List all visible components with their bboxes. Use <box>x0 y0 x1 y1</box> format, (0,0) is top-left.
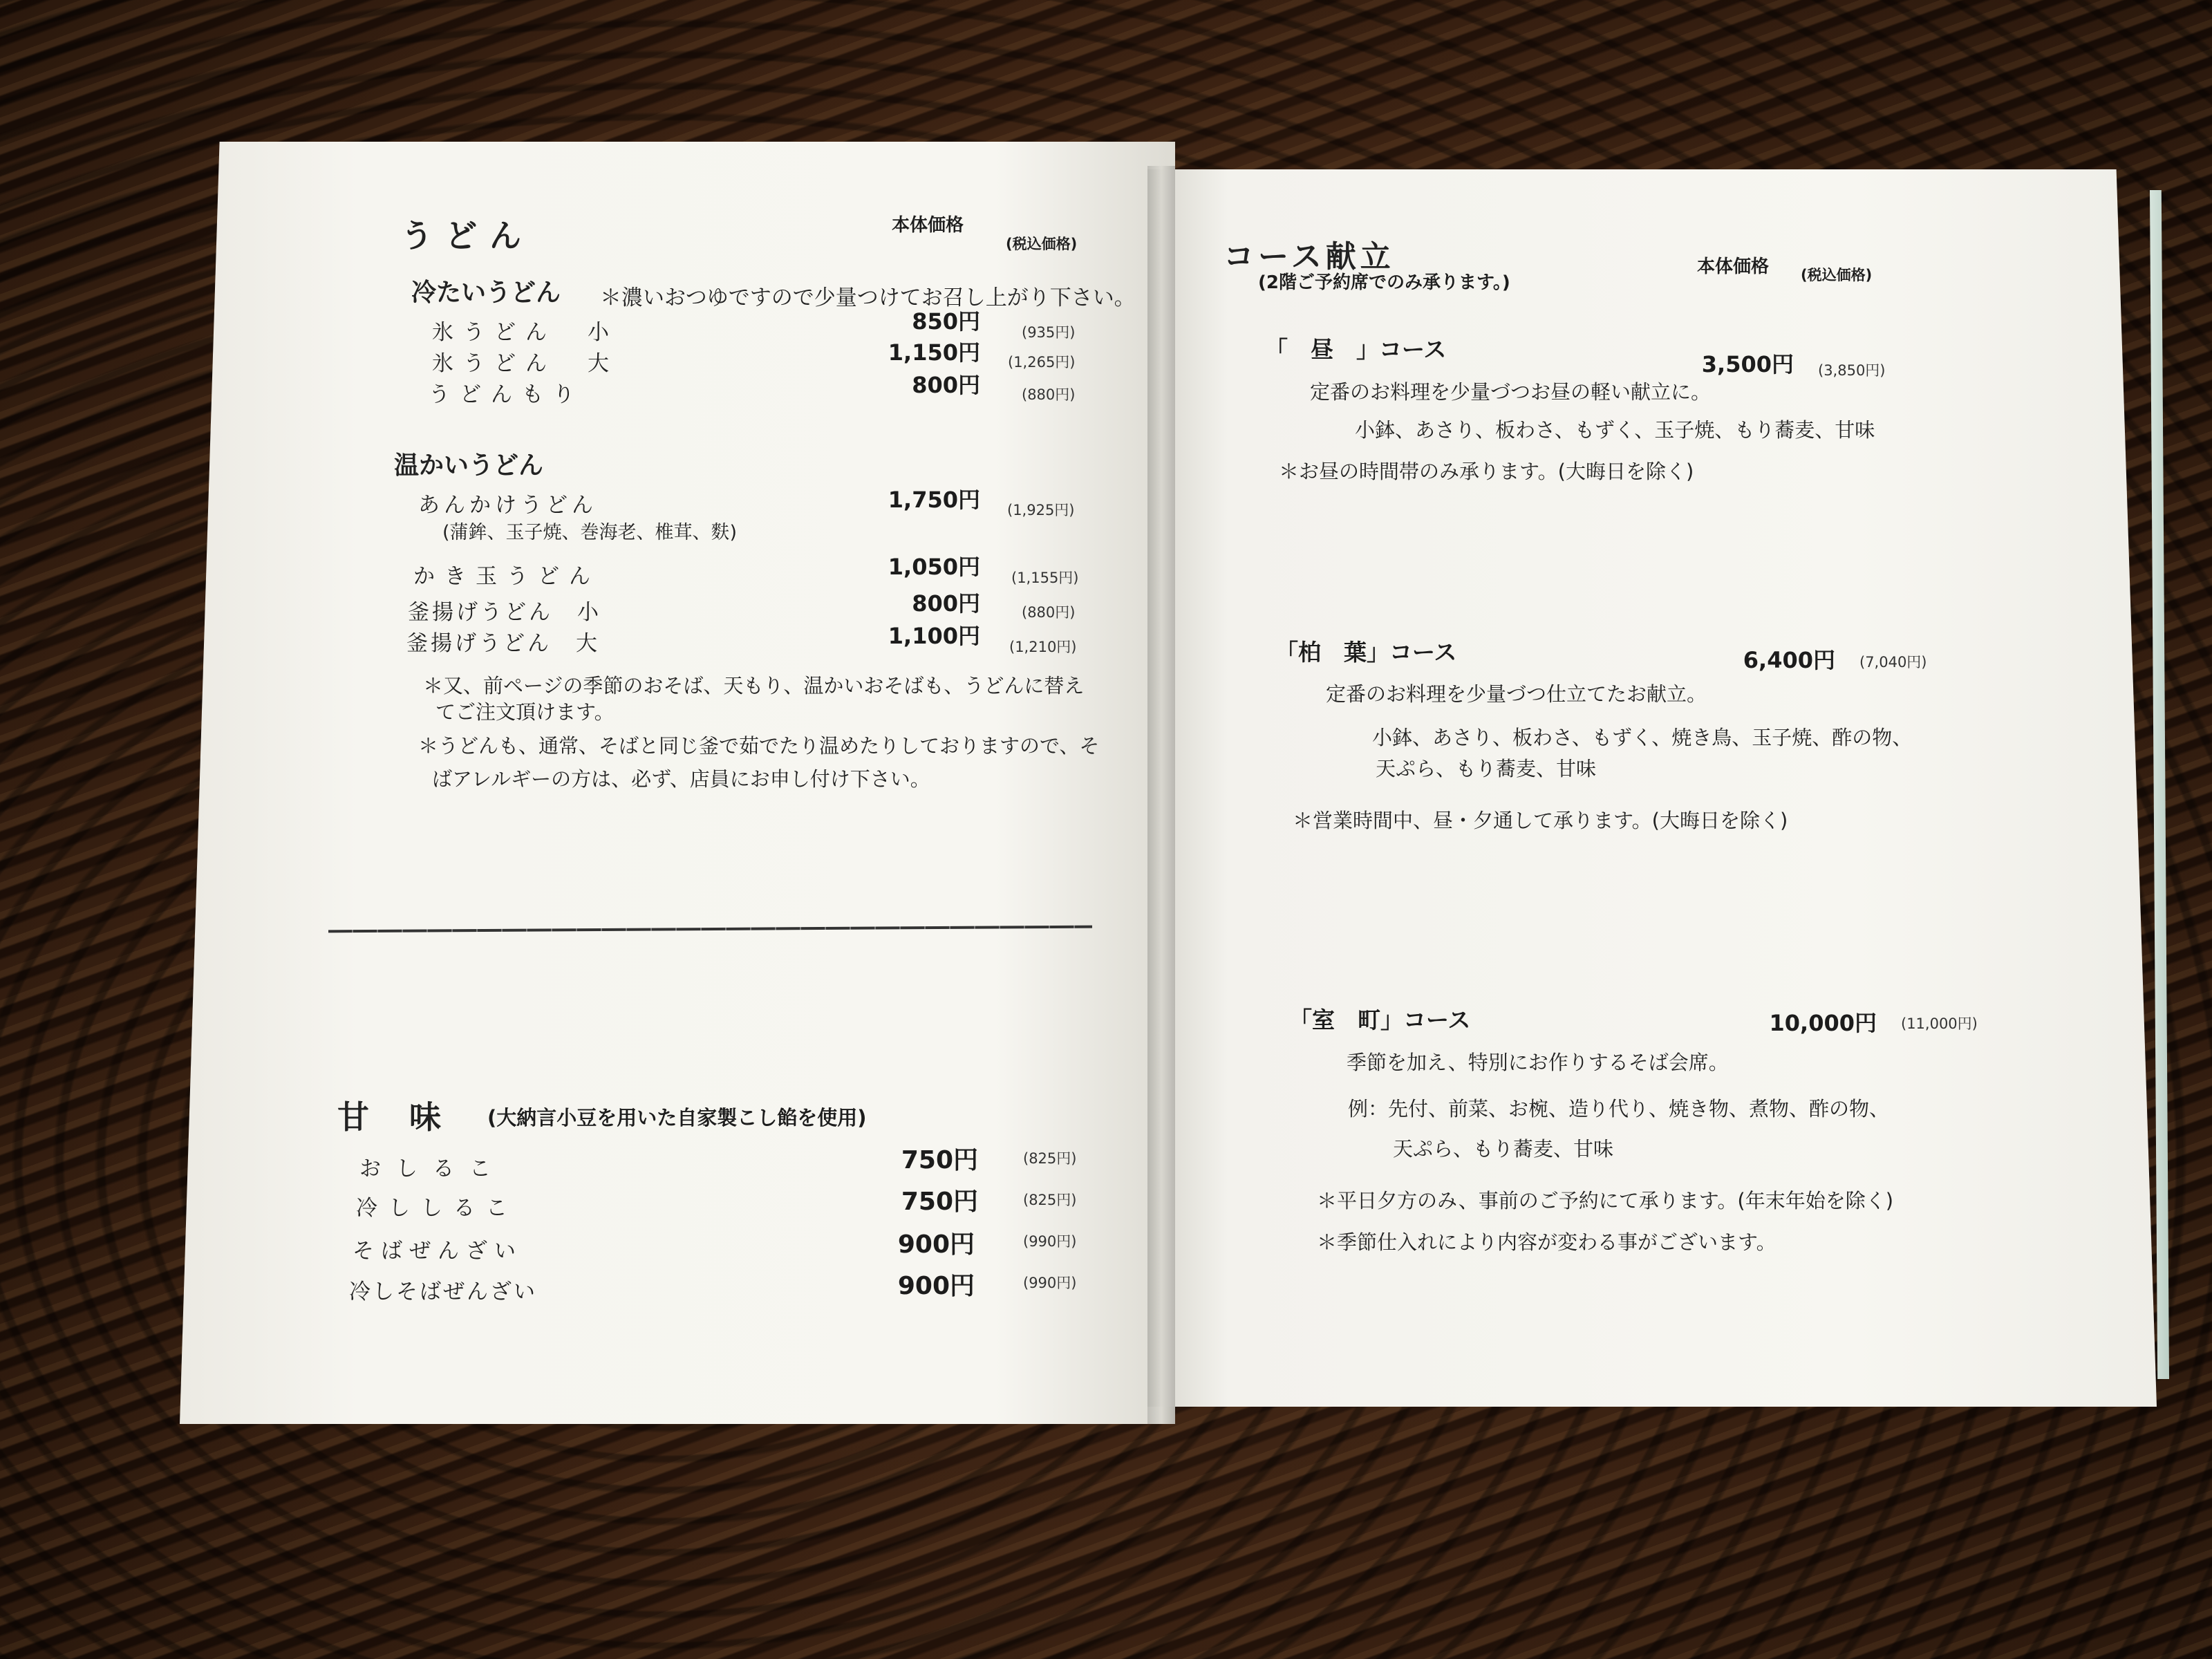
ankake-ingredients: (蒲鉾、玉子焼、巻海老、椎茸、麩) <box>442 522 738 543</box>
menu-item-tax-price: (1,265円) <box>1008 354 1076 371</box>
course-note: ＊季節仕入れにより内容が変わる事がございます。 <box>1317 1230 1777 1254</box>
course-tax-price: (3,850円) <box>1818 362 1886 379</box>
menu-item-price: 1,100円 <box>888 623 980 649</box>
course-menu-line: 小鉢、あさり、板わさ、もずく、玉子焼、もり蕎麦、甘味 <box>1355 418 1875 442</box>
menu-item-tax-price: (990円) <box>1023 1275 1077 1291</box>
menu-item-price: 1,050円 <box>888 554 980 580</box>
course-desc: 定番のお料理を少量づつお昼の軽い献立に。 <box>1310 380 1712 404</box>
course-price: 10,000円 <box>1769 1010 1877 1036</box>
menu-item-name: 釜揚げうどん 大 <box>406 631 600 656</box>
udon-note-line: ＊うどんも、通常、そばと同じ釜で茹でたり温めたりしておりますので、そ <box>418 734 1100 758</box>
menu-item-name: おしるこ <box>359 1156 506 1181</box>
kanmi-section-title: 甘 味 <box>337 1098 445 1136</box>
tax-header: (税込価格) <box>1801 267 1873 283</box>
course-title: 「室 町」コース <box>1289 1006 1471 1033</box>
menu-item-name: そばぜんざい <box>353 1239 523 1264</box>
course-menu-line: 小鉢、あさり、板わさ、もずく、焼き鳥、玉子焼、酢の物、 <box>1372 726 1913 749</box>
menu-item-price: 800円 <box>912 372 980 398</box>
menu-item-tax-price: (935円) <box>1022 324 1076 341</box>
menu-item-tax-price: (1,210円) <box>1009 639 1077 655</box>
course-note: ＊平日夕方のみ、事前のご予約にて承ります。(年末年始を除く) <box>1317 1189 1894 1212</box>
menu-item-price: 1,750円 <box>888 487 980 513</box>
menu-item-price: 900円 <box>897 1272 975 1300</box>
menu-item-name: 釜揚げうどん 小 <box>408 600 601 625</box>
price-header: 本体価格 <box>892 215 964 236</box>
menu-item-tax-price: (1,925円) <box>1007 502 1075 518</box>
book-spine <box>1147 166 1175 1424</box>
menu-item-name: 冷しそばぜんざい <box>349 1280 537 1304</box>
menu-item-price: 900円 <box>897 1230 975 1259</box>
menu-item-tax-price: (1,155円) <box>1011 570 1079 586</box>
course-desc: 季節を加え、特別にお作りするそば会席。 <box>1347 1051 1729 1074</box>
menu-item-name: 氷うどん 大 <box>432 351 619 376</box>
udon-note-line: ＊又、前ページの季節のおそば、天もり、温かいおそばも、うどんに替え <box>423 674 1085 697</box>
cold-udon-title: 冷たいうどん <box>411 279 561 307</box>
menu-item-name: 冷ししるこ <box>356 1196 518 1221</box>
menu-item-price: 750円 <box>901 1188 978 1216</box>
menu-item-price: 750円 <box>901 1146 978 1174</box>
price-header: 本体価格 <box>1697 256 1770 277</box>
page-edges <box>2150 190 2169 1379</box>
course-note: ＊営業時間中、昼・夕通して承ります。(大晦日を除く) <box>1293 809 1788 832</box>
menu-item-name: 氷うどん 小 <box>432 320 619 345</box>
course-section-title: コース献立 <box>1224 239 1395 274</box>
course-note: ＊お昼の時間帯のみ承ります。(大晦日を除く) <box>1279 460 1694 483</box>
menu-item-tax-price: (880円) <box>1022 386 1076 403</box>
menu-item-price: 850円 <box>912 308 980 335</box>
hot-udon-title: 温かいうどん <box>394 451 544 480</box>
course-tax-price: (7,040円) <box>1859 654 1927 671</box>
menu-item-price: 1,150円 <box>888 339 980 366</box>
course-subtitle: (2階ご予約席でのみ承ります。) <box>1258 272 1510 293</box>
udon-note-line: ばアレルギーの方は、必ず、店員にお申し付け下さい。 <box>432 767 930 791</box>
tax-header: (税込価格) <box>1006 236 1078 252</box>
course-price: 3,500円 <box>1701 351 1794 377</box>
menu-item-tax-price: (825円) <box>1023 1192 1077 1208</box>
course-menu-line: 天ぷら、もり蕎麦、甘味 <box>1393 1137 1614 1161</box>
course-tax-price: (11,000円) <box>1901 1015 1978 1032</box>
course-title: 「柏 葉」コース <box>1275 639 1457 666</box>
course-desc: 定番のお料理を少量づつ仕立てたお献立。 <box>1326 682 1707 706</box>
cold-udon-note: ＊濃いおつゆですので少量つけてお召し上がり下さい。 <box>600 285 1136 310</box>
course-price: 6,400円 <box>1743 647 1835 673</box>
menu-item-tax-price: (880円) <box>1022 604 1076 621</box>
course-menu-line: 天ぷら、もり蕎麦、甘味 <box>1376 757 1597 780</box>
kanmi-subtitle: (大納言小豆を用いた自家製こし餡を使用) <box>487 1106 867 1130</box>
menu-item-tax-price: (990円) <box>1023 1233 1077 1250</box>
udon-note-line: てご注文頂けます。 <box>435 700 615 724</box>
menu-item-name: かき玉うどん <box>413 564 600 589</box>
menu-item-tax-price: (825円) <box>1023 1150 1077 1167</box>
menu-item-name: うどんもり <box>429 382 584 407</box>
course-title: 「 昼 」コース <box>1265 336 1447 363</box>
udon-section-title: うどん <box>401 217 534 254</box>
menu-item-name: あんかけうどん <box>418 493 597 518</box>
course-menu-line: 例：先付、前菜、お椀、造り代り、焼き物、煮物、酢の物、 <box>1348 1097 1890 1121</box>
menu-item-price: 800円 <box>912 590 980 617</box>
